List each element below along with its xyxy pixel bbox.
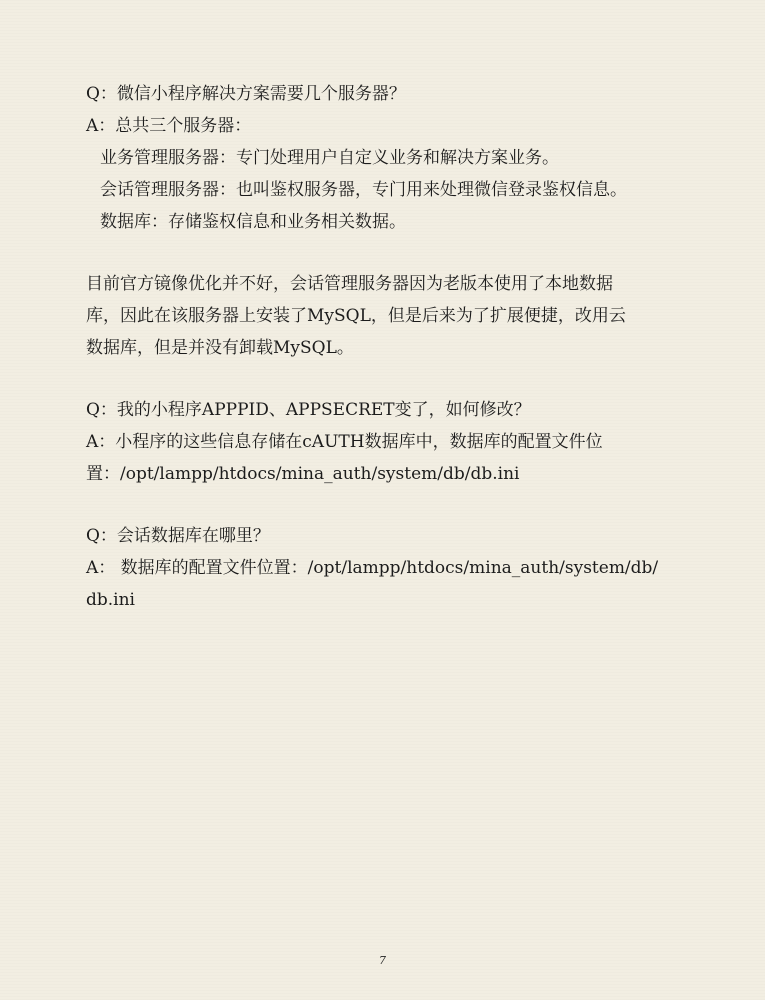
server-item-business: 业务管理服务器：专门处理用户自定义业务和解决方案业务。 bbox=[100, 148, 559, 168]
faq-question: Q：会话数据库在哪里？ bbox=[86, 526, 270, 546]
faq-answer-line: 置：/opt/lampp/htdocs/mina_auth/system/db/db.ini bbox=[86, 464, 520, 484]
mysql-note-paragraph bbox=[86, 268, 686, 364]
note-line: 数据库，但是并没有卸载MySQL。 bbox=[86, 338, 354, 358]
server-item-database: 数据库：存储鉴权信息和业务相关数据。 bbox=[100, 212, 406, 232]
server-item-session: 会话管理服务器：也叫鉴权服务器，专门用来处理微信登录鉴权信息。 bbox=[100, 180, 627, 200]
faq-question: Q：微信小程序解决方案需要几个服务器？ bbox=[86, 84, 406, 104]
faq-answer-line: A： 数据库的配置文件位置：/opt/lampp/htdocs/mina_auth/system/db/ bbox=[86, 558, 659, 578]
faq-server-count bbox=[86, 78, 686, 238]
note-line: 目前官方镜像优化并不好，会话管理服务器因为老版本使用了本地数据 bbox=[86, 274, 613, 294]
faq-session-database bbox=[86, 520, 686, 616]
faq-answer-line: db.ini bbox=[86, 590, 135, 610]
note-line: 库，因此在该服务器上安装了MySQL，但是后来为了扩展便捷，改用云 bbox=[86, 306, 626, 326]
faq-question: Q：我的小程序APPPID、APPSECRET变了，如何修改？ bbox=[86, 400, 531, 420]
page-number: 7 bbox=[379, 954, 386, 967]
page-content bbox=[86, 78, 686, 616]
faq-appid-change bbox=[86, 394, 686, 490]
faq-answer-intro: A：总共三个服务器： bbox=[86, 116, 252, 136]
faq-answer-line: A：小程序的这些信息存储在cAUTH数据库中，数据库的配置文件位 bbox=[86, 432, 603, 452]
